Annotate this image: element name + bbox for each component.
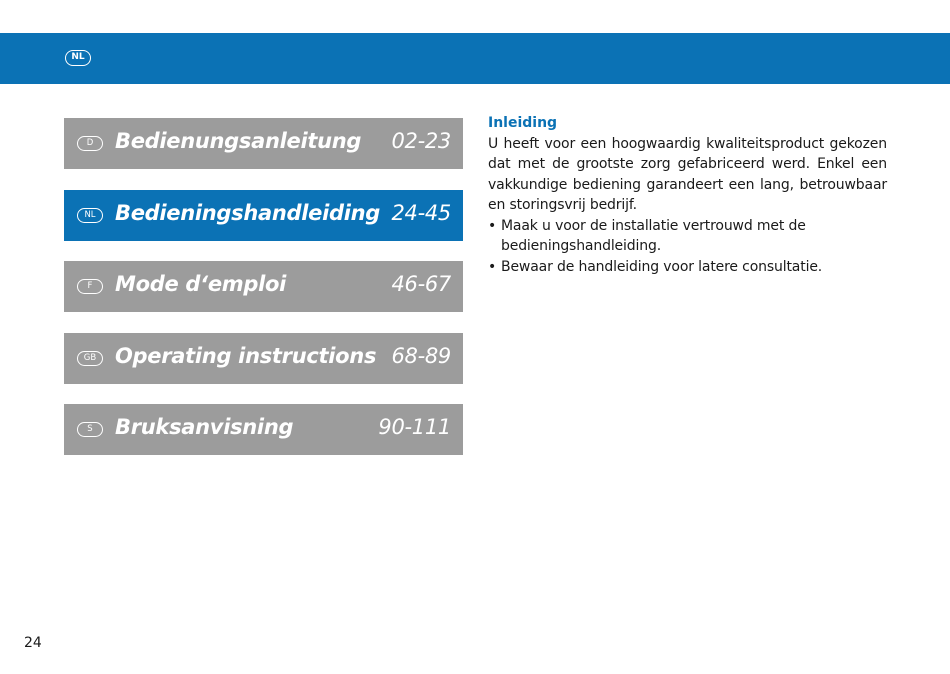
language-badge-nl: NL bbox=[65, 50, 91, 66]
section-heading: Inleiding bbox=[488, 115, 558, 131]
introduction-section bbox=[488, 113, 887, 277]
page-number: 24 bbox=[24, 635, 42, 651]
toc-title: Mode d‘emploi bbox=[115, 272, 287, 296]
language-badge: D bbox=[77, 136, 103, 151]
list-item-text: Bewaar de handleiding voor latere consultatie. bbox=[501, 258, 823, 275]
toc-title: Bedienungsanleitung bbox=[115, 129, 362, 153]
toc-page-range: 24-45 bbox=[391, 200, 451, 225]
instruction-list bbox=[488, 216, 887, 278]
toc-title: Bedieningshandleiding bbox=[115, 200, 381, 225]
toc-page-range: 02-23 bbox=[391, 129, 451, 153]
bullet-icon: • bbox=[488, 258, 497, 275]
language-table-of-contents bbox=[64, 118, 463, 476]
language-badge: GB bbox=[77, 351, 103, 366]
toc-title: Bruksanvisning bbox=[115, 415, 294, 439]
toc-row-d[interactable] bbox=[64, 118, 463, 169]
header-band bbox=[0, 33, 950, 84]
language-badge: NL bbox=[77, 208, 103, 223]
intro-paragraph: U heeft voor een hoogwaardig kwaliteitsproduct gekozen dat met de grootste zorg gefabriceerd werd. Enkel een vakkundige bediening garandeert een lang, betrouwbaar en storingsvrij bedrijf. bbox=[488, 135, 887, 213]
list-item bbox=[488, 257, 887, 278]
toc-title: Operating instructions bbox=[115, 343, 377, 368]
language-badge: S bbox=[77, 422, 103, 437]
toc-page-range: 68-89 bbox=[391, 343, 451, 368]
list-item-text: Maak u voor de installatie vertrouwd met de bedieningshandleiding. bbox=[501, 217, 806, 254]
toc-row-nl[interactable] bbox=[64, 190, 463, 241]
toc-page-range: 90-111 bbox=[378, 415, 451, 439]
bullet-icon: • bbox=[488, 217, 497, 234]
toc-row-gb[interactable] bbox=[64, 333, 463, 384]
toc-row-f[interactable] bbox=[64, 261, 463, 312]
toc-page-range: 46-67 bbox=[391, 272, 451, 296]
list-item bbox=[488, 216, 887, 257]
language-badge: F bbox=[77, 279, 103, 294]
toc-row-s[interactable] bbox=[64, 404, 463, 455]
